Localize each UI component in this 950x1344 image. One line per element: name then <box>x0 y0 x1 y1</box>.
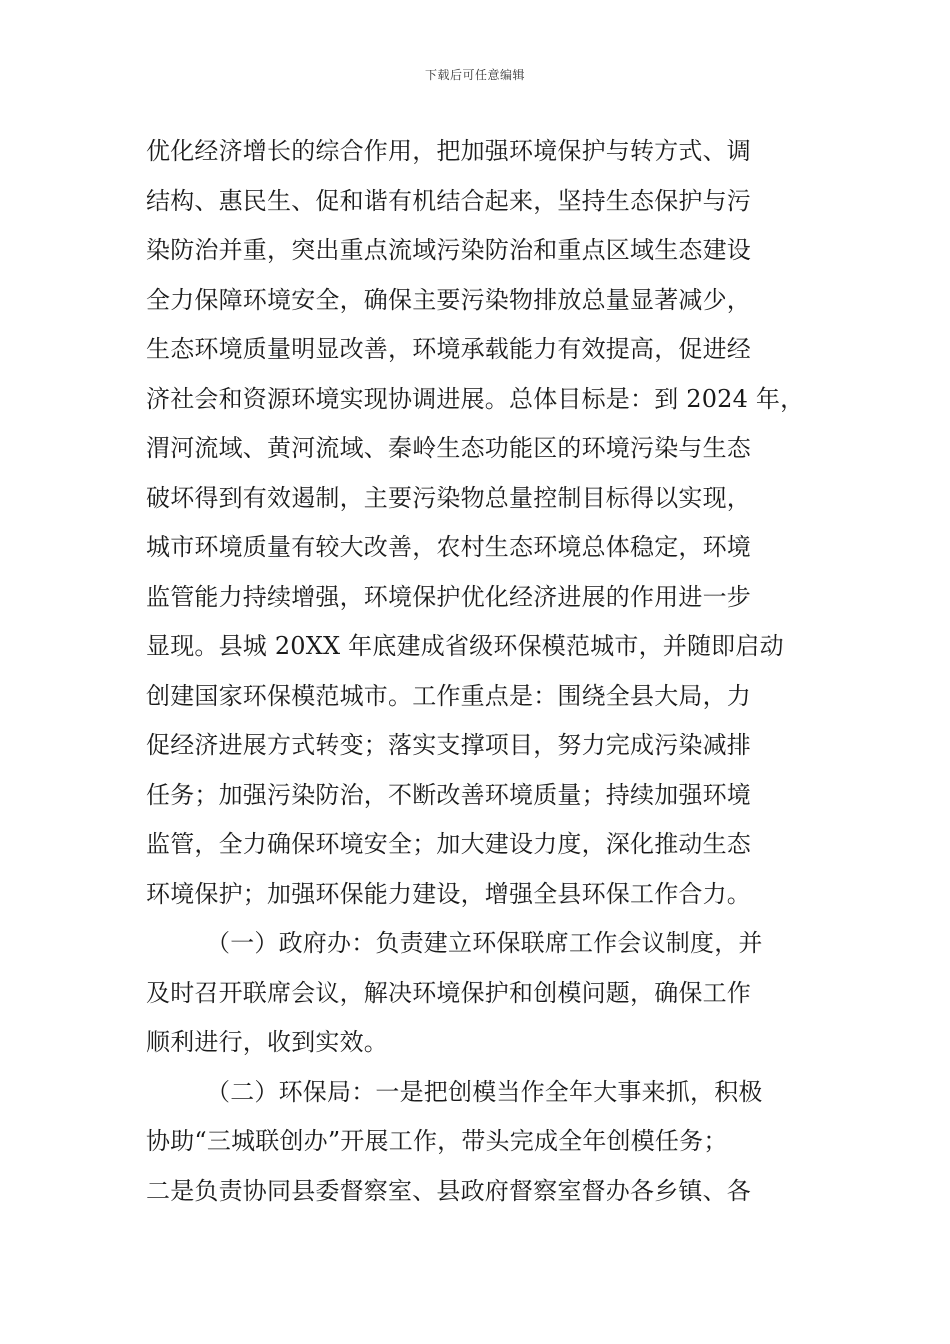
text-line: 二是负责协同县委督察室、县政府督察室督办各乡镇、各 <box>146 1176 751 1205</box>
text-line: 顺利进行，收到实效。 <box>146 1028 388 1056</box>
text-line: 创建国家环保模范城市。工作重点是：围绕全县大局，力 <box>146 681 751 710</box>
text-line: 环境保护；加强环保能力建设，增强全县环保工作合力。 <box>146 879 751 908</box>
text-line: 监管，全力确保环境安全；加大建设力度，深化推动生态 <box>146 830 751 858</box>
text-line: 城市环境质量有较大改善，农村生态环境总体稳定，环境 <box>146 533 751 561</box>
text-line: 结构、惠民生、促和谐有机结合起来，坚持生态保护与污 <box>146 186 751 215</box>
text-line: 显现。县城 20XX 年底建成省级环保模范城市，并随即启动 <box>146 632 784 660</box>
text-line: 全力保障环境安全，确保主要污染物排放总量显著减少， <box>146 285 751 314</box>
text-line: 监管能力持续增强，环境保护优化经济进展的作用进一步 <box>146 582 751 611</box>
text-line: 协助“三城联创办”开展工作，带头完成全年创模任务； <box>146 1127 728 1155</box>
text-line: 济社会和资源环境实现协调进展。总体目标是：到 2024 年， <box>146 384 805 413</box>
text-line: （一）政府办：负责建立环保联席工作会议制度，并 <box>206 929 763 957</box>
text-line: 生态环境质量明显改善，环境承载能力有效提高，促进经 <box>146 335 751 363</box>
text-line: 优化经济增长的综合作用，把加强环境保护与转方式、调 <box>146 137 751 165</box>
paragraph <box>146 919 814 1068</box>
paragraph <box>146 1068 814 1217</box>
text-line: 促经济进展方式转变；落实支撑项目，努力完成污染减排 <box>146 731 751 759</box>
text-line: 及时召开联席会议，解决环境保护和创模问题，确保工作 <box>146 978 751 1007</box>
document-body <box>146 127 814 1216</box>
text-line: （二）环保局：一是把创模当作全年大事来抓，积极 <box>206 1077 763 1106</box>
page-header-note: 下载后可任意编辑 <box>424 68 525 82</box>
text-line: 染防治并重，突出重点流域污染防治和重点区域生态建设 <box>146 236 751 264</box>
paragraph <box>146 127 814 919</box>
text-line: 破坏得到有效遏制，主要污染物总量控制目标得以实现， <box>146 483 751 512</box>
text-line: 渭河流域、黄河流域、秦岭生态功能区的环境污染与生态 <box>146 434 751 462</box>
text-line: 任务；加强污染防治，不断改善环境质量；持续加强环境 <box>146 780 751 809</box>
